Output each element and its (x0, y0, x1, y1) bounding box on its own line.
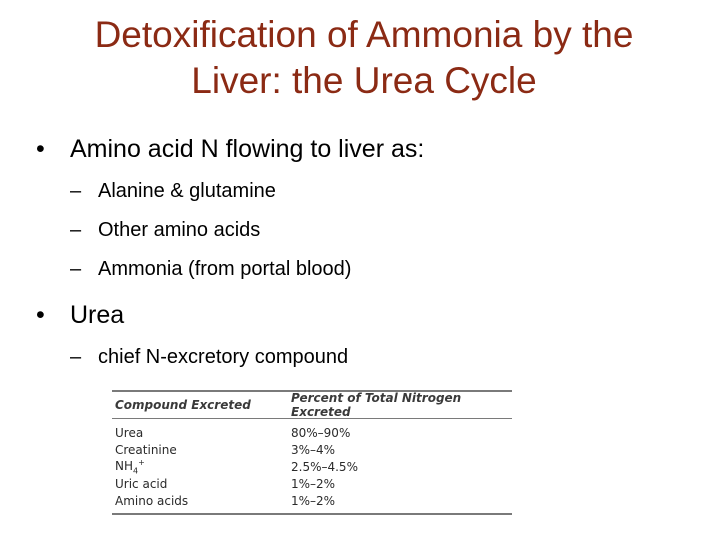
percent-cell: 1%–2% (291, 476, 336, 491)
compound-cell: $NH_4^+$ (115, 457, 145, 476)
table-bottom-rule (112, 513, 512, 515)
slide-title (0, 12, 720, 104)
subitem-alanine-glutamine (70, 178, 276, 204)
bullet-text: Urea (70, 301, 125, 329)
compound-cell: Urea (115, 425, 144, 440)
compound-cell: Creatinine (115, 442, 177, 457)
bullet-marker: • (36, 301, 45, 329)
table-row (112, 492, 512, 509)
subitem-text: Ammonia (from portal blood) (98, 258, 352, 280)
table-row (112, 424, 512, 441)
percent-cell: 80%–90% (291, 425, 351, 440)
bullet-marker: • (36, 135, 45, 163)
table-row (112, 441, 512, 458)
table-row (112, 475, 512, 492)
slide-title-line-2: Liver: the Urea Cycle (191, 60, 537, 101)
subitem-marker: – (70, 346, 82, 368)
percent-cell: 1%–2% (291, 493, 336, 508)
compound-cell: Amino acids (115, 493, 189, 508)
subitem-marker: – (70, 258, 82, 280)
compound-cell: Uric acid (115, 476, 168, 491)
subitem-text: Alanine & glutamine (98, 180, 276, 202)
subitem-chief-excretory (70, 344, 348, 370)
subitem-text: chief N-excretory compound (98, 346, 349, 368)
subitem-text: Other amino acids (98, 219, 261, 241)
table-body (112, 419, 512, 509)
subitem-ammonia (70, 256, 351, 282)
header-percent: Percent of Total Nitrogen Excreted (291, 391, 462, 419)
nitrogen-excretion-table (112, 390, 512, 515)
bullet-urea (36, 300, 124, 330)
slide-title-line-1: Detoxification of Ammonia by the (94, 14, 634, 55)
bullet-amino-acid-n (36, 134, 424, 164)
subitem-marker: – (70, 219, 82, 241)
subitem-marker: – (70, 180, 82, 202)
percent-cell: 3%–4% (291, 442, 336, 457)
header-compound: Compound Excreted (115, 398, 251, 412)
percent-cell: 2.5%–4.5% (291, 459, 358, 474)
bullet-text: Amino acid N flowing to liver as: (70, 135, 425, 163)
table-header-row (112, 392, 512, 418)
subitem-other-amino-acids (70, 217, 260, 243)
table-row (112, 458, 512, 475)
